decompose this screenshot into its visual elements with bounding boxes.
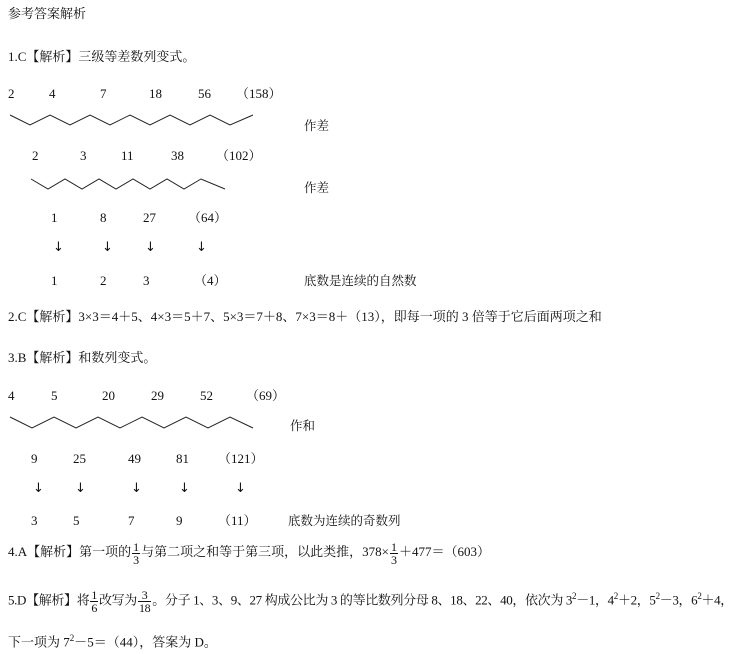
q5-line2-suffix: －5＝（44），答案为 D。 (74, 634, 217, 650)
q4-fraction-1-numerator: 1 (133, 539, 140, 554)
q4-fraction-2 (390, 541, 398, 566)
down-arrow-icon: ↓ (235, 481, 246, 496)
page-heading: 参考答案解析 (8, 6, 87, 21)
down-arrow-icon: ↓ (33, 481, 44, 496)
q3-row3-item: 3 (31, 513, 38, 528)
q3-row1-item: 4 (8, 388, 15, 403)
q1-row1-item: 4 (49, 86, 56, 101)
q1-row2-item: 38 (171, 148, 184, 163)
down-arrow-icon: ↓ (75, 481, 86, 496)
q3-row1-item: 20 (102, 388, 115, 403)
q3-note-base: 底数为连续的奇数列 (288, 513, 401, 528)
q4-middle: 与第二项之和等于第三项，以此类推，378× (141, 544, 389, 559)
q1-note-base: 底数是连续的自然数 (304, 273, 417, 288)
q1-row4-item: 1 (51, 273, 58, 288)
down-arrow-icon: ↓ (145, 240, 156, 255)
q3-row3-item: 9 (176, 513, 183, 528)
q4-prefix: 4.A【解析】第一项的 (8, 544, 132, 559)
q1-row1-item: 7 (100, 86, 107, 101)
q5-rest: ＋4， (701, 592, 733, 608)
q3-row2-item: 9 (31, 451, 38, 466)
q5-line2-prefix: 下一项为 7 (8, 634, 70, 650)
down-arrow-icon: ↓ (179, 481, 190, 496)
q5-rest: 。分子 1、3、9、27 构成公比为 3 的等比数列分母 8、18、22、40，依次为 3 (152, 592, 573, 608)
down-arrow-icon: ↓ (196, 240, 207, 255)
q3-row2-item: 49 (128, 451, 141, 466)
q1-row3-item: 27 (143, 210, 156, 225)
q1-note-difference-2: 作差 (304, 180, 330, 195)
q1-row2-item: 11 (121, 148, 134, 163)
q1-row2-item: 3 (80, 148, 87, 163)
q5-exponent: 2 (655, 591, 660, 601)
q3-zigzag (10, 414, 260, 432)
q5-prefix: 5.D【解析】将 (8, 592, 90, 608)
q1-zigzag-2 (31, 176, 231, 194)
q3-row1-item: 52 (200, 388, 213, 403)
down-arrow-icon: ↓ (53, 240, 64, 255)
q1-row3-item: 1 (51, 210, 58, 225)
q1-title: 1.C【解析】三级等差数列变式。 (8, 49, 196, 64)
q4-suffix: ＋477＝（603） (398, 544, 490, 559)
q3-row2-item: 81 (176, 451, 189, 466)
q5-exponent: 2 (572, 591, 577, 601)
q5-line2-exponent: 2 (69, 633, 75, 643)
q1-zigzag-1 (10, 112, 260, 130)
q2-title: 2.C【解析】3×3＝4＋5、4×3＝5＋7、5×3＝7＋8、7×3＝8＋（13），即每一项的 3 倍等于它后面两项之和 (8, 309, 602, 324)
q5-rest: －3，6 (659, 592, 698, 608)
q1-row1-item: 56 (198, 86, 211, 101)
q1-row3-item: 8 (100, 210, 107, 225)
down-arrow-icon: ↓ (131, 481, 142, 496)
q3-row1-item: 5 (51, 388, 58, 403)
q4-fraction-2-numerator: 1 (390, 539, 397, 554)
q1-row4-item: 3 (143, 273, 150, 288)
q5-exponent: 2 (613, 591, 618, 601)
q5-exponent: 2 (697, 591, 702, 601)
q1-row3-item: （64） (188, 210, 228, 225)
q3-note-sum: 作和 (290, 418, 316, 433)
q1-row4-item: 2 (100, 273, 107, 288)
q5-fraction-2-denominator: 18 (138, 600, 151, 615)
q3-row2-item: 25 (73, 451, 86, 466)
q5-fraction-1-denominator: 6 (91, 600, 97, 615)
down-arrow-icon: ↓ (102, 240, 113, 255)
q3-row3-item: 5 (73, 513, 80, 528)
q5-rest: ＋2，5 (617, 592, 656, 608)
q5-fraction-1-numerator: 1 (91, 587, 97, 602)
q3-row1-item: （69） (246, 388, 286, 403)
q1-row1-item: 2 (8, 86, 15, 101)
q4-fraction-1 (132, 541, 140, 566)
q1-row1-item: 18 (149, 86, 162, 101)
q5-fraction-2 (138, 589, 151, 614)
q4-fraction-2-denominator: 3 (390, 552, 397, 567)
q5-line-2 (8, 630, 217, 650)
q3-title: 3.B【解析】和数列变式。 (8, 350, 157, 365)
q1-row1-item: （158） (236, 86, 282, 101)
q3-row3-item: （11） (218, 513, 257, 528)
q1-row2-item: （102） (216, 148, 262, 163)
q5-middle: 改写为 (99, 592, 137, 608)
q5-fraction-2-numerator: 3 (138, 589, 151, 602)
q5-line-1 (8, 582, 733, 614)
q1-row4-item: （4） (194, 273, 227, 288)
q4-line (8, 538, 490, 566)
q1-note-difference-1: 作差 (304, 118, 330, 133)
q5-rest: －1，4 (576, 592, 614, 608)
q4-fraction-1-denominator: 3 (133, 552, 140, 567)
q5-fraction-1 (90, 589, 98, 614)
q1-row2-item: 2 (32, 148, 39, 163)
q3-row3-item: 7 (128, 513, 135, 528)
q3-row1-item: 29 (151, 388, 164, 403)
q3-row2-item: （121） (218, 451, 264, 466)
